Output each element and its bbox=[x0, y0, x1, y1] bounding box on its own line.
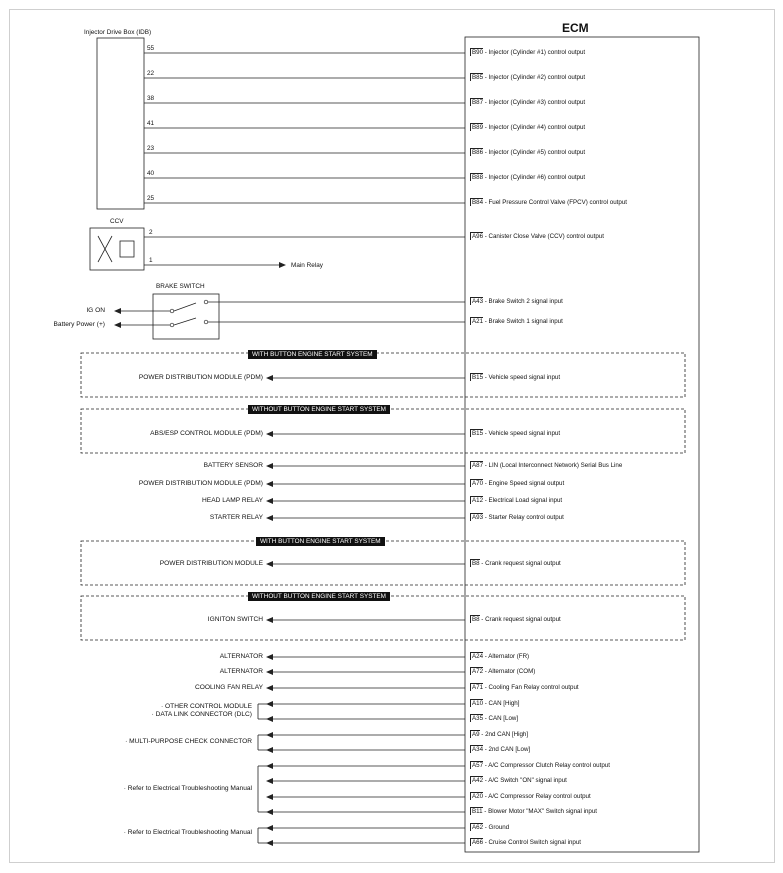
ecm-pin bbox=[470, 462, 622, 470]
pin-separator: - bbox=[483, 99, 489, 106]
pin-code: A62 bbox=[472, 824, 484, 831]
pin-separator: - bbox=[483, 462, 489, 469]
pin-code: B15 bbox=[472, 374, 484, 381]
ecm-pin bbox=[470, 684, 579, 692]
ecm-pin bbox=[470, 731, 528, 739]
banner-with-button: WITH BUTTON ENGINE START SYSTEM bbox=[256, 537, 385, 546]
ecm-pin bbox=[470, 746, 530, 754]
pin-code: B85 bbox=[472, 74, 484, 81]
pin-code: B87 bbox=[472, 99, 484, 106]
ecm-pin bbox=[470, 298, 563, 306]
pin-code: B88 bbox=[472, 174, 484, 181]
ecm-pin bbox=[470, 700, 519, 708]
pin-code: A42 bbox=[472, 777, 484, 784]
pin-description: A/C Compressor Clutch Relay control output bbox=[488, 762, 610, 769]
pin-description: Vehicle speed signal input bbox=[488, 430, 561, 437]
battery-sensor-label: BATTERY SENSOR bbox=[203, 462, 263, 469]
ecm-pin bbox=[470, 374, 560, 382]
pin-separator: - bbox=[483, 777, 489, 784]
ecm-title: ECM bbox=[562, 21, 589, 35]
pin-code: B86 bbox=[472, 149, 484, 156]
wire-number: 41 bbox=[147, 120, 155, 127]
pin-description: Injector (Cylinder #1) control output bbox=[488, 49, 586, 56]
troubleshooting-ref-label: · Refer to Electrical Troubleshooting Manual bbox=[123, 785, 252, 792]
pin-separator: - bbox=[483, 793, 489, 800]
battery-power-label: Battery Power (+) bbox=[53, 321, 105, 328]
pin-code: A66 bbox=[472, 839, 484, 846]
pin-code: B8 bbox=[472, 560, 480, 567]
pin-description: LIN (Local Interconnect Network) Serial Bus Line bbox=[488, 462, 623, 469]
pin-separator: - bbox=[483, 480, 489, 487]
pin-separator: - bbox=[483, 74, 489, 81]
pin-code: B11 bbox=[472, 808, 483, 815]
ecm-pin bbox=[470, 824, 509, 832]
main-relay-label: Main Relay bbox=[291, 262, 323, 269]
pin-separator: - bbox=[483, 762, 489, 769]
pin-code: A96 bbox=[472, 233, 484, 240]
pin-separator: - bbox=[479, 731, 486, 738]
abs-esp-label: ABS/ESP CONTROL MODULE (PDM) bbox=[150, 430, 263, 437]
ecm-pin bbox=[470, 777, 567, 785]
pin-separator: - bbox=[483, 318, 489, 325]
pin-separator: - bbox=[482, 808, 489, 815]
wire-number: 23 bbox=[147, 145, 155, 152]
pin-code: A43 bbox=[472, 298, 484, 305]
ecm-pin bbox=[470, 430, 560, 438]
pin-description: Blower Motor "MAX" Switch signal input bbox=[488, 808, 597, 815]
ecm-pin bbox=[470, 616, 561, 624]
pin-code: B84 bbox=[472, 199, 484, 206]
pin-description: Cooling Fan Relay control output bbox=[488, 684, 579, 691]
pdm-label: POWER DISTRIBUTION MODULE bbox=[159, 560, 263, 567]
pin-separator: - bbox=[483, 497, 489, 504]
alternator-label: ALTERNATOR bbox=[219, 653, 263, 660]
pin-description: Vehicle speed signal input bbox=[488, 374, 561, 381]
wire-number: 2 bbox=[149, 229, 153, 236]
pin-separator: - bbox=[483, 233, 489, 240]
alternator-label: ALTERNATOR bbox=[219, 668, 263, 675]
pin-separator: - bbox=[483, 700, 489, 707]
pin-description: Brake Switch 2 signal input bbox=[488, 298, 563, 305]
pin-code: B89 bbox=[472, 124, 484, 131]
pdm-label: POWER DISTRIBUTION MODULE (PDM) bbox=[138, 480, 263, 487]
pin-separator: - bbox=[479, 616, 486, 623]
pin-separator: - bbox=[483, 430, 489, 437]
pin-description: Injector (Cylinder #5) control output bbox=[488, 149, 586, 156]
pin-description: Alternator (COM) bbox=[488, 668, 536, 675]
pin-description: Cruise Control Switch signal input bbox=[488, 839, 582, 846]
ecm-pin bbox=[470, 149, 585, 157]
ecm-pin bbox=[470, 174, 585, 182]
pin-separator: - bbox=[483, 298, 489, 305]
pin-separator: - bbox=[483, 124, 489, 131]
pin-code: B15 bbox=[472, 430, 484, 437]
ecm-pin bbox=[470, 808, 597, 816]
banner-without-button: WITHOUT BUTTON ENGINE START SYSTEM bbox=[248, 592, 390, 601]
pin-description: Engine Speed signal output bbox=[488, 480, 565, 487]
pin-description: 2nd CAN [Low] bbox=[488, 746, 531, 753]
pin-separator: - bbox=[483, 824, 489, 831]
pin-description: Crank request signal output bbox=[485, 560, 561, 567]
pin-code: A71 bbox=[472, 684, 484, 691]
pin-code: A87 bbox=[472, 462, 484, 469]
pin-description: Crank request signal output bbox=[485, 616, 561, 623]
pin-code: A57 bbox=[472, 762, 484, 769]
troubleshooting-ref-label: · Refer to Electrical Troubleshooting Manual bbox=[123, 829, 252, 836]
pin-description: Brake Switch 1 signal input bbox=[488, 318, 563, 325]
brake-switch-title: BRAKE SWITCH bbox=[156, 283, 205, 290]
wire-number: 55 bbox=[147, 45, 155, 52]
pin-separator: - bbox=[483, 746, 489, 753]
pin-code: A20 bbox=[472, 793, 484, 800]
pin-description: Starter Relay control output bbox=[488, 514, 564, 521]
brake-switch-box bbox=[153, 294, 219, 339]
pin-separator: - bbox=[483, 49, 489, 56]
ecm-pin bbox=[470, 715, 518, 723]
pin-description: Injector (Cylinder #2) control output bbox=[488, 74, 586, 81]
pin-description: Electrical Load signal input bbox=[488, 497, 563, 504]
other-module-label: · OTHER CONTROL MODULE bbox=[161, 703, 252, 710]
wire-number: 22 bbox=[147, 70, 155, 77]
ecm-pin bbox=[470, 199, 627, 207]
head-lamp-relay-label: HEAD LAMP RELAY bbox=[202, 497, 263, 504]
ecm-pin bbox=[470, 99, 585, 107]
dlc-label: · DATA LINK CONNECTOR (DLC) bbox=[151, 711, 252, 718]
pin-separator: - bbox=[483, 514, 489, 521]
pin-separator: - bbox=[483, 199, 489, 206]
pin-separator: - bbox=[483, 653, 489, 660]
pin-code: B90 bbox=[472, 49, 484, 56]
multi-purpose-connector-label: · MULTI-PURPOSE CHECK CONNECTOR bbox=[125, 738, 252, 745]
pdm-label: POWER DISTRIBUTION MODULE (PDM) bbox=[138, 374, 263, 381]
ecm-box bbox=[465, 37, 699, 852]
pin-separator: - bbox=[483, 149, 489, 156]
pin-separator: - bbox=[483, 174, 489, 181]
ccv-title: CCV bbox=[110, 218, 124, 225]
ecm-pin bbox=[470, 668, 535, 676]
wire-number: 38 bbox=[147, 95, 155, 102]
ignition-switch-label: IGNITON SWITCH bbox=[207, 616, 263, 623]
pin-description: Injector (Cylinder #3) control output bbox=[488, 99, 586, 106]
banner-without-button: WITHOUT BUTTON ENGINE START SYSTEM bbox=[248, 405, 390, 414]
pin-code: A12 bbox=[472, 497, 484, 504]
pin-description: A/C Switch "ON" signal input bbox=[488, 777, 567, 784]
pin-separator: - bbox=[483, 839, 489, 846]
ecm-pin bbox=[470, 49, 585, 57]
ecm-pin bbox=[470, 124, 585, 132]
pin-code: A72 bbox=[472, 668, 484, 675]
cooling-fan-relay-label: COOLING FAN RELAY bbox=[194, 684, 263, 691]
ecm-pin bbox=[470, 560, 561, 568]
pin-code: A21 bbox=[472, 318, 484, 325]
ecm-pin bbox=[470, 653, 529, 661]
pin-description: CAN [High] bbox=[488, 700, 520, 707]
pin-code: A70 bbox=[472, 480, 484, 487]
ecm-pin bbox=[470, 497, 562, 505]
pin-description: Canister Close Valve (CCV) control output bbox=[488, 233, 604, 240]
ecm-pin bbox=[470, 74, 585, 82]
pin-description: Injector (Cylinder #6) control output bbox=[488, 174, 586, 181]
starter-relay-label: STARTER RELAY bbox=[209, 514, 263, 521]
ecm-pin bbox=[470, 480, 564, 488]
ecm-pin bbox=[470, 762, 610, 770]
ecm-pin bbox=[470, 233, 604, 241]
pin-description: Injector (Cylinder #4) control output bbox=[488, 124, 586, 131]
pin-separator: - bbox=[483, 668, 489, 675]
pin-description: Fuel Pressure Control Valve (FPCV) control output bbox=[488, 199, 627, 206]
pin-code: A9 bbox=[472, 731, 480, 738]
idb-title: Injector Drive Box (IDB) bbox=[84, 29, 152, 36]
wire-number: 40 bbox=[147, 170, 155, 177]
pin-separator: - bbox=[483, 684, 489, 691]
pin-code: B8 bbox=[472, 616, 480, 623]
pin-description: Ground bbox=[488, 824, 510, 831]
ecm-pin bbox=[470, 793, 591, 801]
pin-description: 2nd CAN [High] bbox=[485, 731, 529, 738]
idb-box bbox=[97, 38, 144, 209]
wire-number: 1 bbox=[149, 257, 153, 264]
pin-code: A34 bbox=[472, 746, 484, 753]
ecm-pin bbox=[470, 839, 581, 847]
pin-separator: - bbox=[483, 374, 489, 381]
pin-description: A/C Compressor Relay control output bbox=[488, 793, 591, 800]
pin-separator: - bbox=[479, 560, 486, 567]
pin-code: A93 bbox=[472, 514, 484, 521]
pin-description: CAN [Low] bbox=[488, 715, 519, 722]
pin-description: Alternator (FR) bbox=[488, 653, 530, 660]
wire-number: 25 bbox=[147, 195, 155, 202]
ecm-pin bbox=[470, 318, 563, 326]
pin-separator: - bbox=[483, 715, 489, 722]
pin-code: A24 bbox=[472, 653, 484, 660]
ecm-pin bbox=[470, 514, 564, 522]
banner-with-button: WITH BUTTON ENGINE START SYSTEM bbox=[248, 350, 377, 359]
ig-on-label: IG ON bbox=[86, 307, 105, 314]
pin-code: A10 bbox=[472, 700, 484, 707]
pin-code: A35 bbox=[472, 715, 484, 722]
ccv-box bbox=[90, 228, 144, 270]
